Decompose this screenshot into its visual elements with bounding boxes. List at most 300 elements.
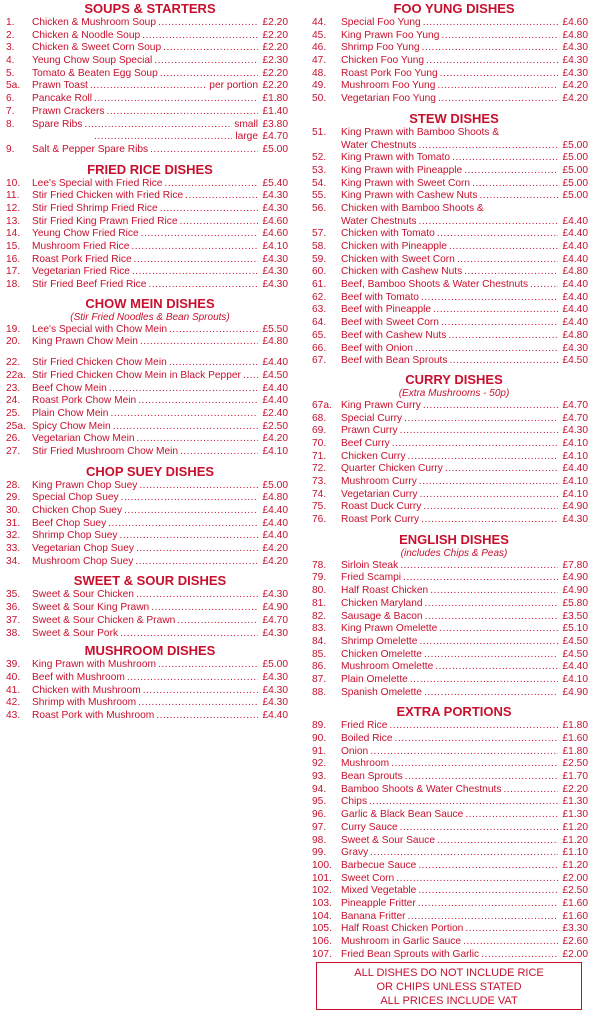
item-number: 87. [312, 673, 327, 685]
menu-item [0, 543, 300, 556]
item-price: £4.10 [562, 673, 588, 685]
item-body [32, 279, 288, 292]
item-price: £3.80 [262, 118, 288, 130]
item-body [341, 720, 588, 733]
menu-item [0, 68, 300, 81]
item-price: £4.30 [262, 266, 288, 278]
item-price: £4.30 [262, 627, 288, 639]
item-price: £4.70 [562, 412, 588, 424]
menu-item [308, 80, 600, 93]
section-subtitle: (Stir Fried Noodles & Bean Sprouts) [70, 311, 230, 323]
item-price: £4.90 [262, 602, 288, 614]
dot-leader [120, 628, 258, 641]
item-number: 29. [6, 492, 21, 504]
menu-item [308, 355, 600, 368]
item-body [32, 480, 288, 493]
menu-item [308, 93, 600, 106]
item-name: Gravy [341, 847, 369, 859]
item-body [32, 446, 288, 459]
item-price: £4.10 [562, 437, 588, 449]
item-price: £1.20 [562, 834, 588, 846]
item-price: £4.30 [262, 684, 288, 696]
menu-item [308, 949, 600, 962]
item-name: Vegetarian Foo Yung [341, 93, 436, 105]
menu-item [308, 165, 600, 178]
item-price: £2.20 [262, 17, 288, 28]
dot-leader [140, 336, 258, 349]
menu-item [0, 336, 300, 349]
item-name: Vegetarian Fried Rice [32, 266, 130, 278]
item-body [32, 241, 288, 254]
item-name: Fried Scampi [341, 572, 402, 584]
dot-leader [395, 733, 558, 746]
dot-leader [465, 923, 558, 936]
item-number: 74. [312, 488, 327, 500]
item-number: 60. [312, 266, 327, 278]
item-number: 106. [312, 936, 332, 947]
menu-item [308, 623, 600, 636]
menu-item [0, 433, 300, 446]
item-number: 76. [312, 514, 327, 526]
item-name: Roast Pork Foo Yung [341, 67, 438, 79]
right-menu-column [308, 0, 600, 963]
item-number: 107. [312, 948, 332, 960]
item-body [32, 119, 288, 132]
item-name: Yeung Chow Soup Special [32, 55, 153, 67]
item-name: Beef, Bamboo Shoots & Water Chestnuts [341, 279, 529, 291]
item-price: £2.30 [262, 55, 288, 67]
dot-leader [143, 685, 258, 698]
dot-leader [435, 661, 558, 674]
item-name: Sirloin Steak [341, 559, 399, 571]
item-body [341, 413, 588, 426]
item-body [341, 746, 588, 759]
item-number: 9. [6, 143, 15, 155]
menu-item [308, 30, 600, 43]
item-name: Stir Fried Chicken with Fried Rice [32, 190, 184, 202]
item-price: £4.20 [562, 80, 588, 92]
menu-item [308, 304, 600, 317]
item-price: £4.40 [562, 291, 588, 303]
dot-leader [392, 438, 558, 451]
menu-item [308, 55, 600, 68]
item-name: Sweet Corn [341, 872, 395, 884]
item-name: Stir Fried Shrimp Fried Rice [32, 202, 158, 214]
item-number: 17. [6, 266, 21, 278]
dot-leader [127, 672, 258, 685]
item-number: 94. [312, 783, 327, 795]
item-body [32, 30, 288, 43]
item-price: £4.40 [262, 517, 288, 529]
item-name: Plain Omelette [341, 673, 408, 685]
item-name: Sweet & Sour Chicken & Prawn [32, 614, 176, 626]
item-number: 81. [312, 597, 327, 609]
item-body [32, 203, 288, 216]
item-price: £4.30 [262, 697, 288, 709]
item-name: Water Chestnuts [341, 139, 417, 151]
item-name: Fried Rice [341, 720, 388, 732]
item-name: Banana Fritter [341, 910, 406, 922]
item-name: Chicken with Sweet Corn [341, 253, 455, 265]
item-body [341, 860, 588, 873]
dot-leader [138, 395, 258, 408]
dot-leader [445, 463, 558, 476]
item-body [32, 254, 288, 267]
item-number: 68. [312, 412, 327, 424]
item-price: £1.30 [562, 796, 588, 808]
item-body [32, 17, 288, 30]
item-body [32, 324, 288, 337]
item-price: £2.20 [262, 42, 288, 54]
item-body [32, 93, 288, 106]
item-number: 18. [6, 279, 21, 291]
item-number: 2. [6, 29, 15, 41]
item-price: £4.20 [262, 543, 288, 555]
item-body [341, 254, 588, 267]
menu-section-chop-suey [0, 463, 300, 569]
item-number: 93. [312, 771, 327, 783]
item-body [341, 93, 588, 106]
item-name: Vegetarian Chop Suey [32, 543, 134, 555]
item-number: 55. [312, 190, 327, 202]
dot-leader [418, 860, 558, 873]
section-heading: CHOP SUEY DISHES [85, 463, 215, 479]
menu-item [308, 68, 600, 81]
item-name: King Prawn with Bamboo Shoots & [341, 126, 499, 138]
menu-item [0, 480, 300, 493]
dot-leader [437, 835, 558, 848]
item-body [32, 421, 288, 434]
menu-item [308, 190, 600, 203]
item-number: 53. [312, 164, 327, 176]
item-number: 65. [312, 329, 327, 341]
item-price: £1.10 [562, 847, 588, 859]
item-name: King Prawn with Mushroom [32, 659, 156, 671]
dot-leader [150, 144, 258, 157]
item-number: 101. [312, 872, 332, 884]
item-number: 3. [6, 42, 15, 54]
item-price: £4.80 [262, 336, 288, 348]
item-name: Mushroom Curry [341, 476, 417, 487]
item-number: 104. [312, 910, 332, 922]
dot-leader [151, 602, 258, 615]
item-number: 66. [312, 342, 327, 354]
menu-section-stew [308, 110, 600, 368]
item-body [341, 203, 588, 216]
item-number: 63. [312, 304, 327, 316]
item-price: £1.20 [562, 859, 588, 871]
item-number: 33. [6, 543, 21, 555]
item-body [341, 216, 588, 229]
dot-leader [465, 809, 558, 822]
item-price: £3.50 [562, 610, 588, 622]
item-number: 22. [6, 357, 21, 369]
item-price: £5.00 [562, 139, 588, 151]
menu-item [308, 598, 600, 611]
item-name: King Prawn with Cashew Nuts [341, 190, 478, 202]
item-price: £4.40 [562, 228, 588, 240]
menu-item [308, 438, 600, 451]
menu-item [308, 835, 600, 848]
item-body [32, 659, 288, 672]
menu-item [308, 127, 600, 140]
item-name: Beef with Tomato [341, 291, 419, 303]
menu-item [308, 266, 600, 279]
dot-leader [449, 241, 558, 254]
menu-item [308, 489, 600, 502]
item-number: 89. [312, 720, 327, 732]
dot-leader [408, 451, 558, 464]
item-name: King Prawn Foo Yung [341, 29, 440, 41]
item-body [341, 936, 588, 949]
item-body [92, 131, 288, 144]
dot-leader [136, 589, 258, 602]
item-number: 102. [312, 885, 332, 897]
menu-section-foo-yung [308, 0, 600, 106]
item-body [341, 885, 588, 898]
item-number: 96. [312, 809, 327, 821]
menu-item [0, 241, 300, 254]
dot-leader [180, 216, 258, 229]
item-number: 84. [312, 635, 327, 647]
item-body [32, 144, 288, 157]
section-heading: CURRY DISHES [405, 371, 503, 387]
item-name: Beef with Cashew Nuts [341, 329, 447, 341]
item-price: £4.30 [562, 42, 588, 54]
menu-item [308, 936, 600, 949]
dot-leader [430, 585, 558, 598]
item-name: Mushroom Omelette [341, 661, 434, 673]
item-name: Beef with Onion [341, 342, 413, 354]
item-price: £4.40 [262, 382, 288, 394]
dot-leader [433, 304, 558, 317]
menu-item [0, 254, 300, 267]
item-name: Chicken with Tomato [341, 228, 435, 240]
section-heading: SOUPS & STARTERS [84, 1, 216, 16]
item-number: 79. [312, 572, 327, 584]
menu-item [308, 560, 600, 573]
item-price: £4.40 [262, 530, 288, 542]
item-name: Vegetarian Curry [341, 488, 418, 500]
dot-leader [158, 17, 258, 30]
item-body [341, 68, 588, 81]
menu-item [308, 413, 600, 426]
item-price: £4.20 [262, 433, 288, 445]
dot-leader [423, 400, 558, 413]
item-body [341, 304, 588, 317]
item-number: 38. [6, 627, 21, 639]
item-name: Shrimp Omelette [341, 635, 418, 647]
dot-leader [177, 615, 258, 628]
item-body [341, 355, 588, 368]
menu-item [308, 796, 600, 809]
item-number: 1. [6, 17, 15, 28]
item-name: Chicken Omelette [341, 648, 422, 660]
item-number: 25a. [6, 420, 26, 432]
item-portion: large [235, 131, 258, 143]
item-price: £4.90 [562, 572, 588, 584]
item-price: £2.00 [562, 948, 588, 960]
dot-leader [424, 687, 558, 700]
item-number: 34. [6, 555, 21, 567]
item-price: £4.80 [562, 266, 588, 278]
menu-item [308, 228, 600, 241]
item-body [341, 636, 588, 649]
item-price: £4.30 [562, 67, 588, 79]
item-body [341, 661, 588, 674]
menu-item [0, 556, 300, 569]
dot-leader [391, 758, 558, 771]
item-body [341, 923, 588, 936]
item-body [32, 408, 288, 421]
dot-leader [479, 190, 558, 203]
item-name: Beef with Sweet Corn [341, 317, 439, 329]
item-name: King Prawn with Sweet Corn [341, 177, 471, 189]
item-body [341, 127, 588, 140]
menu-item [308, 140, 600, 153]
menu-item [0, 93, 300, 106]
section-subtitle: (includes Chips & Peas) [400, 547, 508, 559]
menu-item [0, 80, 300, 93]
menu-item [308, 572, 600, 585]
item-name: Pineapple Fritter [341, 897, 416, 909]
dot-leader [148, 279, 258, 292]
item-number: 15. [6, 241, 21, 252]
item-number: 22a. [6, 369, 26, 381]
item-number: 80. [312, 585, 327, 597]
item-price: £4.30 [262, 190, 288, 202]
item-body [341, 425, 588, 438]
menu-item [308, 720, 600, 733]
menu-section-chow-mein [0, 295, 300, 459]
item-number: 95. [312, 796, 327, 808]
item-price: £4.60 [562, 17, 588, 28]
dot-leader [405, 771, 558, 784]
menu-item [308, 330, 600, 343]
item-body [32, 710, 288, 723]
item-price: £2.20 [262, 67, 288, 79]
menu-item [308, 317, 600, 330]
item-name: Spanish Omelette [341, 686, 422, 698]
item-price: £1.30 [562, 809, 588, 821]
dot-leader [109, 383, 258, 396]
item-price: £4.50 [562, 648, 588, 660]
dot-leader [185, 190, 258, 203]
section-subtitle: (Extra Mushrooms - 50p) [398, 387, 510, 399]
item-number: 37. [6, 614, 21, 626]
menu-item [0, 266, 300, 279]
item-price: £4.30 [262, 253, 288, 265]
item-body [341, 911, 588, 924]
item-number: 103. [312, 897, 332, 909]
item-number: 39. [6, 659, 21, 671]
menu-item [0, 395, 300, 408]
item-body [32, 628, 288, 641]
item-name: Shrimp with Mushroom [32, 697, 137, 709]
menu-item [0, 530, 300, 543]
item-name: Shrimp Chop Suey [32, 530, 118, 542]
item-name: Mixed Vegetable [341, 885, 417, 897]
item-number: 98. [312, 834, 327, 846]
item-body [32, 370, 288, 383]
menu-item [0, 408, 300, 421]
menu-item [308, 809, 600, 822]
menu-item [0, 279, 300, 292]
dot-leader [121, 492, 258, 505]
item-name: Roast Pork Chow Mein [32, 395, 137, 407]
item-number: 58. [312, 241, 327, 252]
item-price: £4.30 [262, 202, 288, 214]
dot-leader [441, 30, 558, 43]
menu-item [0, 17, 300, 30]
item-body [32, 228, 288, 241]
item-name: Chicken Curry [341, 450, 406, 462]
item-name: Bamboo Shoots & Water Chestnuts [341, 783, 502, 795]
dot-leader [132, 266, 258, 279]
menu-item [308, 674, 600, 687]
dot-leader [438, 93, 558, 106]
menu-item [308, 400, 600, 413]
item-name: Chicken with Mushroom [32, 684, 141, 696]
dot-leader [370, 746, 558, 759]
item-body [32, 55, 288, 68]
item-number: 105. [312, 923, 332, 935]
item-number: 54. [312, 177, 327, 189]
dot-leader [139, 480, 258, 493]
item-price: £2.20 [262, 29, 288, 41]
menu-item [0, 106, 300, 119]
item-number: 67. [312, 355, 327, 367]
item-price: £4.40 [562, 253, 588, 265]
item-body [341, 649, 588, 662]
menu-item [308, 17, 600, 30]
item-number: 13. [6, 215, 21, 227]
item-number: 26. [6, 433, 21, 445]
item-body [341, 42, 588, 55]
menu-item [308, 784, 600, 797]
item-name: Stir Fried King Prawn Fried Rice [32, 215, 178, 227]
item-name: Plain Chow Mein [32, 407, 109, 419]
menu-item [0, 203, 300, 216]
item-body [32, 543, 288, 556]
dot-leader [419, 636, 558, 649]
item-name: Stir Fried Chicken Chow Mein [32, 357, 167, 369]
dot-leader [410, 674, 558, 687]
item-price: £4.50 [262, 369, 288, 381]
item-number: 4. [6, 55, 15, 67]
item-name: Chicken & Sweet Corn Soup [32, 42, 162, 54]
dot-leader [400, 560, 558, 573]
item-number: 99. [312, 847, 327, 859]
item-name: Boiled Rice [341, 733, 393, 744]
item-body [32, 190, 288, 203]
item-body [341, 463, 588, 476]
dot-leader [425, 611, 558, 624]
item-body [341, 733, 588, 746]
menu-item [308, 733, 600, 746]
menu-item [0, 672, 300, 685]
item-price: £4.10 [562, 488, 588, 500]
menu-item [308, 241, 600, 254]
item-number: 28. [6, 479, 21, 491]
menu-item [308, 898, 600, 911]
item-body [32, 518, 288, 531]
dot-leader [163, 42, 258, 55]
item-name: Prawn Crackers [32, 105, 105, 117]
menu-item [0, 228, 300, 241]
item-body [341, 190, 588, 203]
dot-leader [457, 254, 558, 267]
